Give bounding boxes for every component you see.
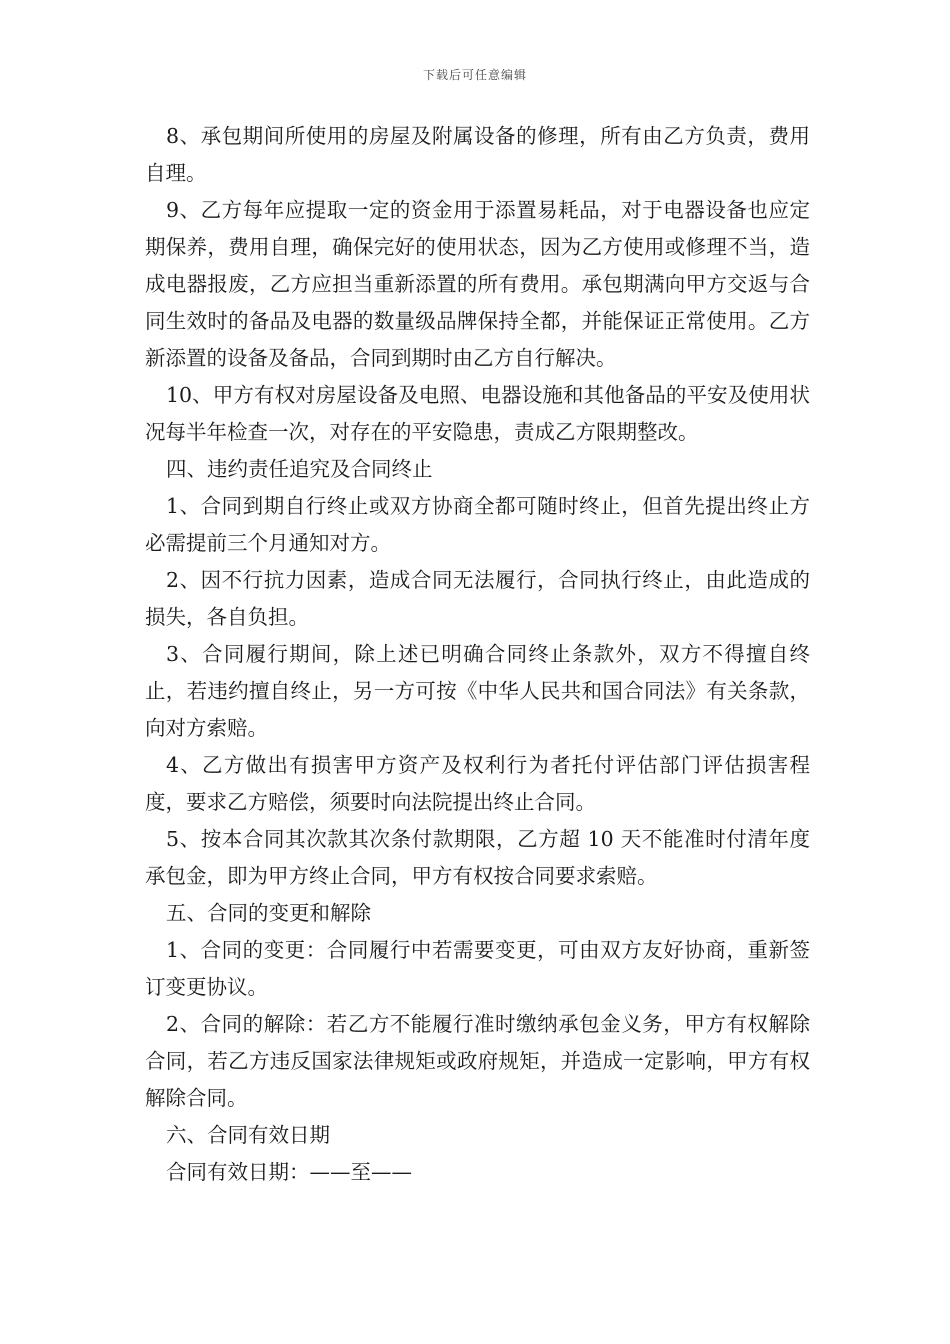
breach-clause-1: 1、合同到期自行终止或双方协商全都可随时终止，但首先提出终止方必需提前三个月通知对方。 [145, 494, 810, 555]
section-heading-breach: 四、违约责任追究及合同终止 [166, 457, 433, 481]
breach-clause-5: 5、按本合同其次款其次条付款期限，乙方超 10 天不能准时付清年度承包金，即为甲方终止合同，甲方有权按合同要求索赔。 [145, 827, 810, 888]
breach-clause-2: 2、因不行抗力因素，造成合同无法履行，合同执行终止，由此造成的损失，各自负担。 [145, 568, 810, 629]
change-clause-1: 1、合同的变更：合同履行中若需要变更，可由双方友好协商，重新签订变更协议。 [145, 938, 810, 999]
change-clause-2: 2、合同的解除：若乙方不能履行准时缴纳承包金义务，甲方有权解除合同，若乙方违反国家法律规矩或政府规矩，并造成一定影响，甲方有权解除合同。 [145, 1012, 810, 1110]
clause-9: 9、乙方每年应提取一定的资金用于添置易耗品，对于电器设备也应定期保养，费用自理，确保完好的使用状态，因为乙方使用或修理不当，造成电器报废，乙方应担当重新添置的所有费用。承包期满向甲方交返与合同生效时的备品及电器的数量级品牌保持全都，并能保证正常使用。乙方新添置的设备及备品，合同到期时由乙方自行解决。 [145, 198, 810, 370]
validity-date-line: 合同有效日期：——至—— [166, 1160, 412, 1184]
breach-clause-4: 4、乙方做出有损害甲方资产及权利行为者托付评估部门评估损害程度，要求乙方赔偿，须要时向法院提出终止合同。 [145, 753, 810, 814]
contract-body [145, 118, 810, 1191]
section-heading-change: 五、合同的变更和解除 [166, 901, 371, 925]
clause-10: 10、甲方有权对房屋设备及电照、电器设施和其他备品的平安及使用状况每半年检查一次，对存在的平安隐患，责成乙方限期整改。 [145, 383, 810, 444]
clause-8: 8、承包期间所使用的房屋及附属设备的修理，所有由乙方负责，费用自理。 [145, 124, 810, 185]
breach-clause-3: 3、合同履行期间，除上述已明确合同终止条款外，双方不得擅自终止，若违约擅自终止，另一方可按《中华人民共和国合同法》有关条款，向对方索赔。 [145, 642, 810, 740]
section-heading-validity: 六、合同有效日期 [166, 1123, 330, 1147]
page-header-note: 下载后可任意编辑 [422, 68, 527, 82]
